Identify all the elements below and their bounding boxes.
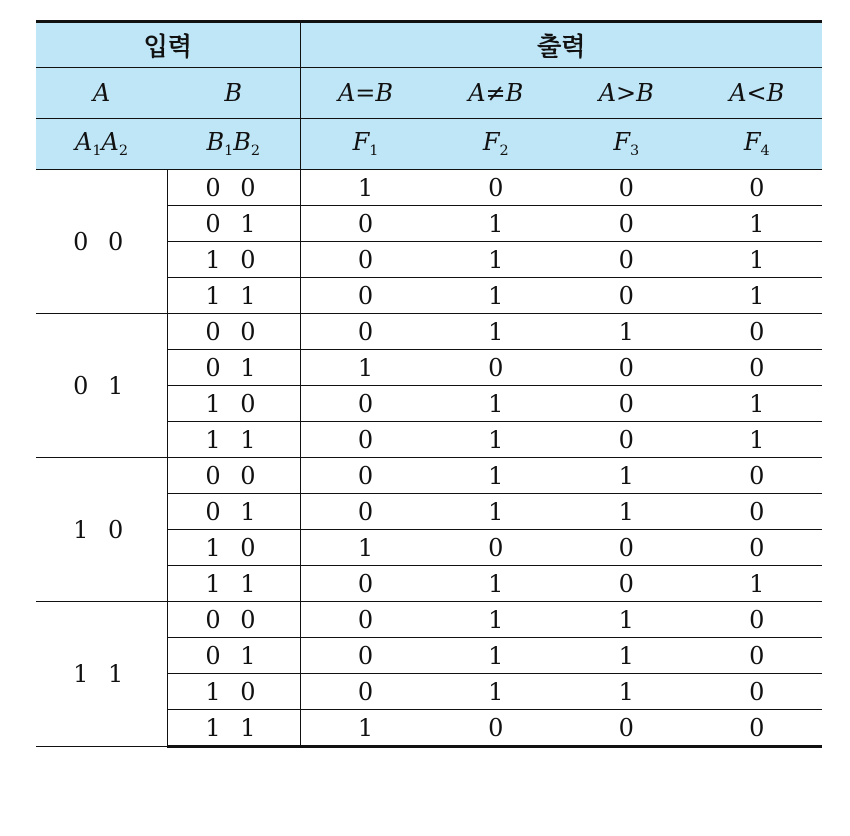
output-f1-value: 0 xyxy=(300,494,431,530)
input-a-value: 0 1 xyxy=(36,314,167,458)
col-a-symbol: $A_1A_2$ xyxy=(36,119,167,170)
output-f1-value: 1 xyxy=(300,530,431,566)
col-b-symbol: $B_1B_2$ xyxy=(167,119,300,170)
input-header: 입력 xyxy=(36,22,300,68)
output-f3-value: 1 xyxy=(561,314,692,350)
input-b-value: 1 0 xyxy=(167,674,300,710)
output-f3-value: 1 xyxy=(561,674,692,710)
output-f2-value: 1 xyxy=(431,422,562,458)
output-f3-value: 1 xyxy=(561,602,692,638)
output-f4-value: 0 xyxy=(692,494,823,530)
output-header: 출력 xyxy=(300,22,822,68)
col-a-label: A xyxy=(36,68,167,119)
output-f2-value: 0 xyxy=(431,170,562,206)
header-row-groups xyxy=(36,22,822,68)
output-f3-value: 1 xyxy=(561,458,692,494)
output-f2-value: 1 xyxy=(431,458,562,494)
output-f2-value: 1 xyxy=(431,242,562,278)
input-b-value: 0 1 xyxy=(167,638,300,674)
output-f1-value: 0 xyxy=(300,566,431,602)
output-f2-value: 1 xyxy=(431,674,562,710)
output-f2-value: 1 xyxy=(431,638,562,674)
input-a-value: 0 0 xyxy=(36,170,167,314)
output-f2-value: 1 xyxy=(431,566,562,602)
output-f4-value: 0 xyxy=(692,458,823,494)
output-f3-value: 0 xyxy=(561,278,692,314)
input-b-value: 1 1 xyxy=(167,422,300,458)
table-row xyxy=(36,314,822,350)
input-b-value: 0 0 xyxy=(167,602,300,638)
col-neq-label: A≠B xyxy=(431,68,562,119)
output-f4-value: 1 xyxy=(692,422,823,458)
output-f4-value: 0 xyxy=(692,602,823,638)
output-f1-value: 0 xyxy=(300,386,431,422)
output-f2-value: 1 xyxy=(431,386,562,422)
col-eq-label: A=B xyxy=(300,68,431,119)
output-f4-value: 0 xyxy=(692,530,823,566)
input-b-value: 0 1 xyxy=(167,350,300,386)
output-f4-value: 1 xyxy=(692,242,823,278)
input-b-value: 1 0 xyxy=(167,242,300,278)
output-f3-value: 0 xyxy=(561,566,692,602)
output-f2-value: 1 xyxy=(431,278,562,314)
output-f3-value: 0 xyxy=(561,170,692,206)
output-f4-value: 0 xyxy=(692,170,823,206)
table-row xyxy=(36,602,822,638)
output-f2-value: 1 xyxy=(431,602,562,638)
output-f1-value: 0 xyxy=(300,458,431,494)
output-f1-value: 0 xyxy=(300,314,431,350)
output-f3-value: 0 xyxy=(561,242,692,278)
output-f4-value: 0 xyxy=(692,638,823,674)
header-row-labels xyxy=(36,68,822,119)
col-gt-label: A>B xyxy=(561,68,692,119)
output-f4-value: 0 xyxy=(692,710,823,747)
output-f3-value: 1 xyxy=(561,638,692,674)
input-b-value: 0 1 xyxy=(167,494,300,530)
col-f4-symbol: $F_4$ xyxy=(692,119,823,170)
comparator-truth-table xyxy=(36,20,822,748)
input-b-value: 0 0 xyxy=(167,314,300,350)
input-b-value: 0 0 xyxy=(167,170,300,206)
table-row xyxy=(36,458,822,494)
output-f1-value: 1 xyxy=(300,350,431,386)
table-body xyxy=(36,170,822,747)
input-b-value: 0 0 xyxy=(167,458,300,494)
output-f3-value: 0 xyxy=(561,530,692,566)
output-f3-value: 0 xyxy=(561,422,692,458)
output-f3-value: 0 xyxy=(561,710,692,747)
output-f3-value: 0 xyxy=(561,350,692,386)
header-row-symbols xyxy=(36,119,822,170)
output-f4-value: 1 xyxy=(692,206,823,242)
output-f1-value: 1 xyxy=(300,170,431,206)
input-b-value: 1 1 xyxy=(167,278,300,314)
output-f1-value: 0 xyxy=(300,206,431,242)
output-f4-value: 0 xyxy=(692,350,823,386)
input-a-value: 1 1 xyxy=(36,602,167,747)
input-b-value: 1 0 xyxy=(167,530,300,566)
output-f2-value: 1 xyxy=(431,494,562,530)
output-f4-value: 0 xyxy=(692,314,823,350)
output-f1-value: 0 xyxy=(300,278,431,314)
col-lt-label: A<B xyxy=(692,68,823,119)
output-f2-value: 1 xyxy=(431,206,562,242)
output-f1-value: 0 xyxy=(300,674,431,710)
output-f3-value: 1 xyxy=(561,494,692,530)
table-row xyxy=(36,170,822,206)
input-b-value: 1 1 xyxy=(167,710,300,747)
output-f2-value: 0 xyxy=(431,530,562,566)
output-f1-value: 0 xyxy=(300,422,431,458)
output-f1-value: 0 xyxy=(300,242,431,278)
output-f2-value: 1 xyxy=(431,314,562,350)
output-f2-value: 0 xyxy=(431,350,562,386)
output-f4-value: 0 xyxy=(692,674,823,710)
output-f3-value: 0 xyxy=(561,206,692,242)
output-f1-value: 0 xyxy=(300,602,431,638)
col-f1-symbol: $F_1$ xyxy=(300,119,431,170)
input-b-value: 1 0 xyxy=(167,386,300,422)
output-f4-value: 1 xyxy=(692,278,823,314)
output-f4-value: 1 xyxy=(692,566,823,602)
output-f2-value: 0 xyxy=(431,710,562,747)
input-b-value: 1 1 xyxy=(167,566,300,602)
col-f3-symbol: $F_3$ xyxy=(561,119,692,170)
col-f2-symbol: $F_2$ xyxy=(431,119,562,170)
output-f1-value: 1 xyxy=(300,710,431,747)
col-b-label: B xyxy=(167,68,300,119)
input-b-value: 0 1 xyxy=(167,206,300,242)
input-a-value: 1 0 xyxy=(36,458,167,602)
output-f4-value: 1 xyxy=(692,386,823,422)
output-f3-value: 0 xyxy=(561,386,692,422)
output-f1-value: 0 xyxy=(300,638,431,674)
